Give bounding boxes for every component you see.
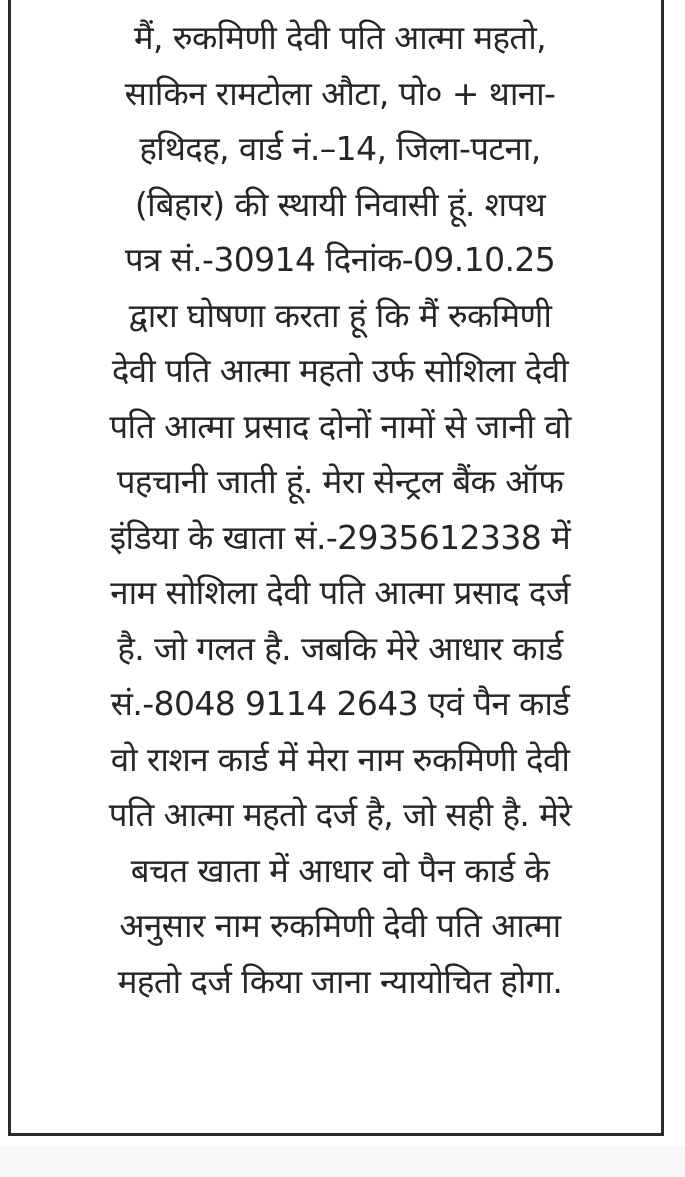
notice-body-text: मैं, रुकमिणी देवी पति आत्मा महतो, साकिन रामटोला औटा, पो० + थाना- हथिदह, वार्ड नं.–14, जिला-पटना, (बिहार) की स्थायी निवासी हूं. शपथ पत्र सं.-30914 दिनांक-09.10.25 द्वारा घोषणा करता हूं कि मैं रुकमिणी देवी पति आत्मा महतो उर्फ सोशिला देवी पति आत्मा प्रसाद दोनों नामों से जानी वो पहचानी जाती हूं. मेरा सेन्ट्रल बैंक ऑफ इंडिया के खाता सं.-2935612338 में नाम सोशिला देवी पति आत्मा प्रसाद दर्ज है. जो गलत है. जबकि मेरे आधार कार्ड सं.-8048 9114 2643 एवं पैन कार्ड वो राशन कार्ड में मेरा नाम रुकमिणी देवी पति आत्मा महतो दर्ज है, जो सही है. मेरे बचत खाता में आधार वो पैन कार्ड के अनुसार नाम रुकमिणी देवी पति आत्मा महतो दर्ज किया जाना न्यायोचित होगा. (108, 18, 572, 1001)
affidavit-notice-box (8, 0, 664, 1136)
page-bottom-margin (0, 1146, 685, 1177)
